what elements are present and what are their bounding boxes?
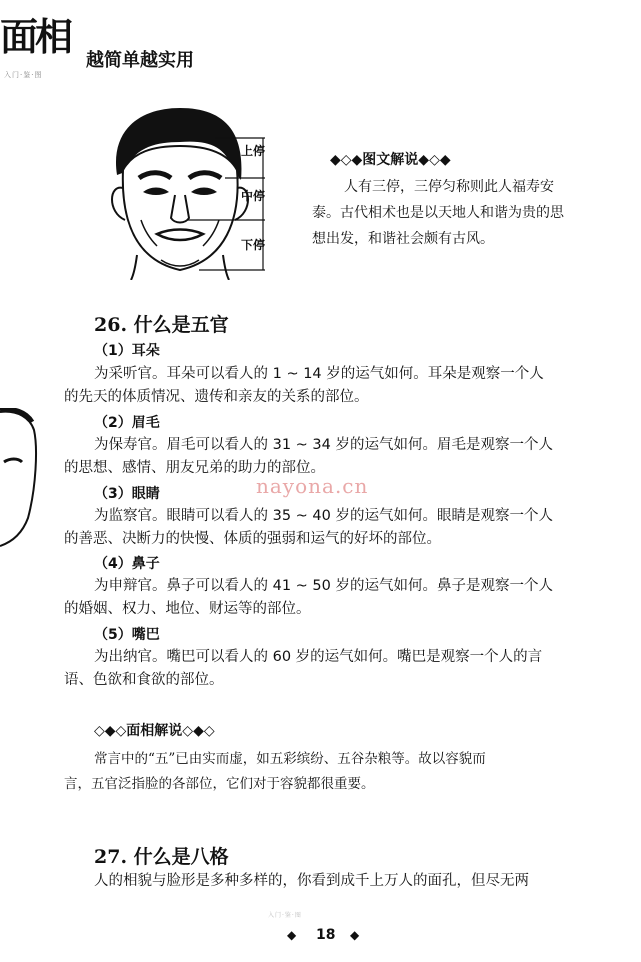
eyebrow-label: （2）眉毛 [94,415,160,431]
eyebrow-text-2: 的思想、感情、朋友兄弟的助力的部位。 [64,460,325,476]
eyebrow-text-1: 为保寿官。眉毛可以看人的 31 ~ 34 岁的运气如何。眉毛是观察一个人 [94,437,553,453]
caption-line-3: 想出发，和谐社会颇有古风。 [312,231,494,247]
label-lower-zone: 下停 [241,238,266,252]
section-27-heading: 27. 什么是八格 [94,846,229,868]
nose-label: （4）鼻子 [94,556,160,572]
eye-text-2: 的善恶、决断力的快慢、体质的强弱和运气的好坏的部位。 [64,531,441,547]
label-middle-zone: 中停 [241,189,266,203]
ear-text-1: 为采听官。耳朵可以看人的 1 ~ 14 岁的运气如何。耳朵是观察一个人 [94,366,544,382]
section-27-text: 人的相貌与脸形是多种多样的，你看到成千上万人的面孔，但尽无两 [94,873,529,889]
caption-line-1: 人有三停，三停匀称则此人福寿安 [344,179,554,195]
ear-text-2: 的先天的体质情况、遗传和亲友的关系的部位。 [64,389,369,405]
ear-label: （1）耳朵 [94,343,160,359]
nose-text-2: 的婚姻、权力、地位、财运等的部位。 [64,601,311,617]
partial-face-icon [0,408,40,548]
page-number: 18 [316,927,336,943]
footer-diamond-right-icon: ◆ [350,928,360,942]
mouth-text-2: 语、色欲和食欲的部位。 [64,672,224,688]
header-title-big: 面相 [0,15,71,59]
explain-line-2: 言，五官泛指脸的各部位，它们对于容貌都很重要。 [64,776,375,792]
label-upper-zone: 上停 [241,144,266,158]
mouth-label: （5）嘴巴 [94,627,160,643]
caption-line-2: 泰。古代相术也是以天地人和谐为贵的思 [312,205,564,221]
footer-tiny-text: 入门·鉴·图 [268,912,302,919]
caption-title: ◆◇◆图文解说◆◇◆ [330,152,451,168]
watermark: nayona.cn [256,474,369,498]
eye-text-1: 为监察官。眼睛可以看人的 35 ~ 40 岁的运气如何。眼睛是观察一个人 [94,508,553,524]
footer-diamond-left-icon: ◆ [287,928,297,942]
header-title-sub: 越简单越实用 [86,50,194,71]
explain-line-1: 常言中的“五”已由实而虚，如五彩缤纷、五谷杂粮等。故以容貌而 [94,751,486,767]
section-26-heading: 26. 什么是五官 [94,314,229,336]
nose-text-1: 为申辩官。鼻子可以看人的 41 ~ 50 岁的运气如何。鼻子是观察一个人 [94,578,553,594]
eye-label: （3）眼睛 [94,486,160,502]
mouth-text-1: 为出纳官。嘴巴可以看人的 60 岁的运气如何。嘴巴是观察一个人的言 [94,649,543,665]
header-tiny-text: 入门·鉴·图 [4,71,43,79]
explain-title: ◇◆◇面相解说◇◆◇ [94,723,215,739]
